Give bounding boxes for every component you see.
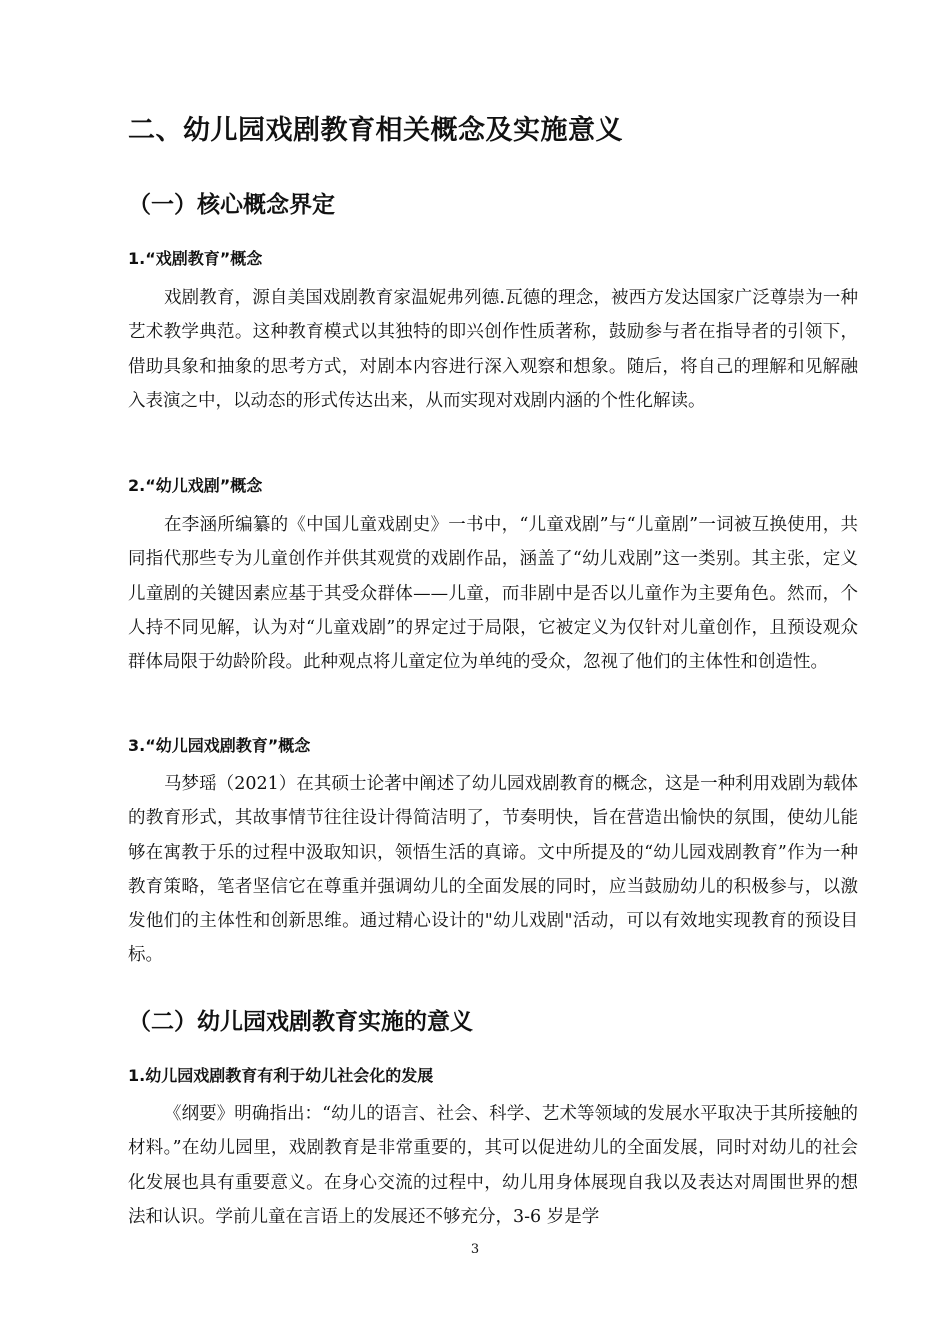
item-title-child-drama: 2.“幼儿戏剧”概念	[128, 476, 263, 495]
item-title-drama-education: 1.“戏剧教育”概念	[128, 249, 263, 268]
paragraph-drama-education: 戏剧教育，源自美国戏剧教育家温妮弗列德.瓦德的理念，被西方发达国家广泛尊崇为一种艺术教学典范。这种教育模式以其独特的即兴创作性质著称，鼓励参与者在指导者的引领下，借助具象和抽象的思考方式，对剧本内容进行深入观察和想象。随后，将自己的理解和见解融入表演之中，以动态的形式传达出来，从而实现对戏剧内涵的个性化解读。	[128, 288, 858, 411]
subsection-title-significance: （二）幼儿园戏剧教育实施的意义	[128, 1009, 473, 1035]
item-title-kindergarten-drama-education: 3.“幼儿园戏剧教育”概念	[128, 736, 311, 755]
section-title: 二、幼儿园戏剧教育相关概念及实施意义	[128, 115, 623, 146]
subsection-title-core-concepts: （一）核心概念界定	[128, 192, 335, 218]
paragraph-kindergarten-drama-education: 马梦瑶（2021）在其硕士论著中阐述了幼儿园戏剧教育的概念，这是一种利用戏剧为载体的教育形式，其故事情节往往设计得简洁明了，节奏明快，旨在营造出愉快的氛围，使幼儿能够在寓教于乐的过程中汲取知识，领悟生活的真谛。文中所提及的“幼儿园戏剧教育”作为一种教育策略，笔者坚信它在尊重并强调幼儿的全面发展的同时，应当鼓励幼儿的积极参与，以激发他们的主体性和创新思维。通过精心设计的"幼儿戏剧"活动，可以有效地实现教育的预设目标。	[128, 774, 858, 966]
paragraph-socialization: 《纲要》明确指出：“幼儿的语言、社会、科学、艺术等领域的发展水平取决于其所接触的材料。”在幼儿园里，戏剧教育是非常重要的，其可以促进幼儿的全面发展，同时对幼儿的社会化发展也具有重要意义。在身心交流的过程中，幼儿用身体展现自我以及表达对周围世界的想法和认识。学前儿童在言语上的发展还不够充分，3-6 岁是学	[128, 1104, 858, 1227]
paragraph-child-drama: 在李涵所编纂的《中国儿童戏剧史》一书中，“儿童戏剧”与“儿童剧”一词被互换使用，共同指代那些专为儿童创作并供其观赏的戏剧作品，涵盖了“幼儿戏剧”这一类别。其主张，定义儿童剧的关键因素应基于其受众群体——儿童，而非剧中是否以儿童作为主要角色。然而，个人持不同见解，认为对“儿童戏剧”的界定过于局限，它被定义为仅针对儿童创作，且预设观众群体局限于幼龄阶段。此种观点将儿童定位为单纯的受众，忽视了他们的主体性和创造性。	[128, 515, 858, 673]
item-title-socialization: 1.幼儿园戏剧教育有利于幼儿社会化的发展	[128, 1066, 434, 1085]
page-number: 3	[470, 1242, 480, 1257]
